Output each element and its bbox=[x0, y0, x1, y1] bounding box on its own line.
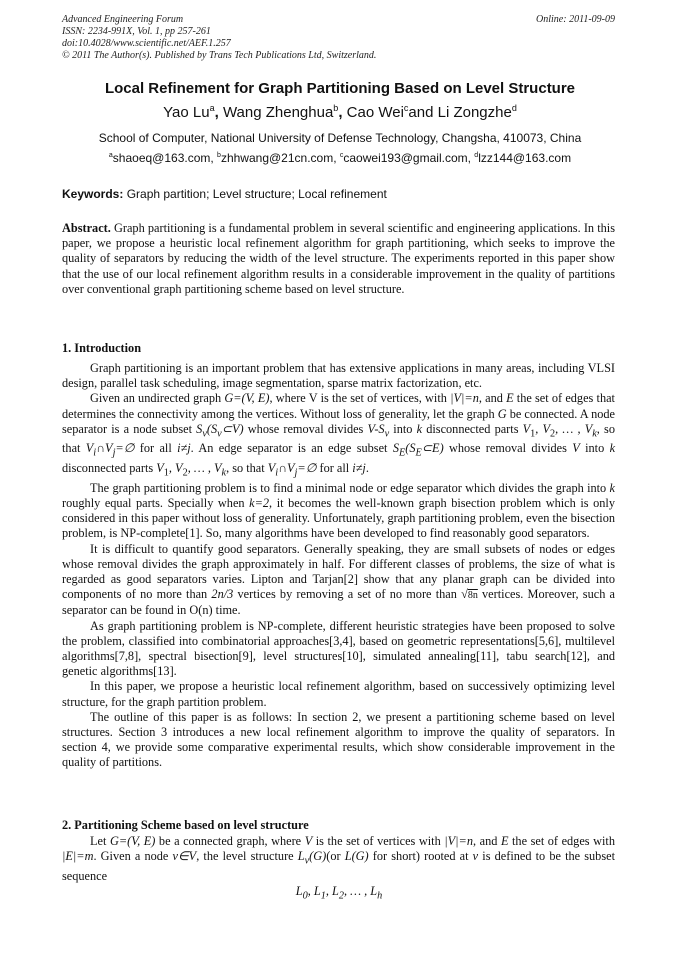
doi: doi:10.4028/www.scientific.net/AEF.1.257 bbox=[62, 38, 231, 49]
issn: ISSN: 2234-991X, Vol. 1, pp 257-261 bbox=[62, 26, 211, 37]
affil-marker: d bbox=[511, 103, 517, 113]
author-name: Wang Zhenghua bbox=[222, 104, 334, 121]
affiliation: School of Computer, National University of Defense Technology, Changsha, 410073, China bbox=[98, 131, 582, 145]
paragraph: The graph partitioning problem is to find a minimal node or edge separator which divides the graph into k roughly equal parts. Specially when k=2, it becomes the well-known graph bisection problem which is only considered in this paper without loss of generality. Unfortunately, graph partitioning problem, even the bisection problem, is NP-complete[1]. So, many algorithms have been developed to find reasonably good separators. bbox=[62, 480, 615, 541]
author-list: Yao Lu$^a$, Wang Zhenghua$^b$, Cao Wei$^c$and Li Zongzhe$^d$ bbox=[163, 103, 517, 121]
page-header bbox=[62, 14, 615, 62]
section2-body bbox=[62, 834, 615, 884]
affil-marker: b bbox=[217, 152, 221, 159]
affil-marker: b bbox=[333, 103, 339, 113]
level-structure-formula: $L_0$, $L_1$, $L_2$, … , $L_h$ bbox=[295, 884, 383, 902]
author-name: Cao Wei bbox=[346, 104, 404, 121]
paragraph: Graph partitioning is an important problem that has extensive applications in many areas, including VLSI design, parallel task scheduling, image segmentation, sparse matrix factorization, etc. bbox=[62, 361, 615, 391]
abstract-label: Abstract. bbox=[62, 221, 111, 235]
paragraph: It is difficult to quantify good separators. Generally speaking, they are small subsets of nodes or edges whose removal divides the graph approximately in half. For different classes of problems, the size of what is regarded as good separators varies. Lipton and Tarjan[2] show that any planar graph can be divided into components of no more than 2n/3 vertices by removing a set of no more than √8n vertices. Moreover, such a separator can be found in O(n) time. bbox=[62, 541, 616, 618]
keywords-text: Graph partition; Level structure; Local refinement bbox=[123, 187, 387, 201]
author-name: Yao Lu bbox=[163, 104, 210, 121]
section-heading-introduction: 1. Introduction bbox=[62, 341, 142, 355]
paper-title: Local Refinement for Graph Partitioning Based on Level Structure bbox=[104, 80, 576, 97]
affil-marker: d bbox=[474, 152, 479, 159]
journal-name: Advanced Engineering Forum bbox=[62, 14, 184, 25]
paragraph: In this paper, we propose a heuristic local refinement algorithm, based on successively optimizing level structure, for the graph partition problem. bbox=[62, 679, 615, 709]
email-list bbox=[40, 151, 640, 165]
abstract-text: Graph partitioning is a fundamental problem in several scientific and engineering applications. In this paper, we propose a heuristic local refinement algorithm for graph partitioning, which seeks to improve the quality of separators by reducing the width of the level structure. The experiments reported in this paper show that the use of our local refinement algorithm results in a considerable improvement in the quality of partitions over conventional graph partitioning scheme based on level structure. bbox=[62, 221, 615, 296]
online-date: Online: 2011-09-09 bbox=[536, 14, 615, 25]
affil-marker: a bbox=[209, 103, 215, 113]
introduction-body bbox=[62, 361, 615, 771]
email[interactable]: shaoeq@163.com, bbox=[112, 151, 218, 165]
keywords bbox=[62, 187, 617, 201]
paragraph: The outline of this paper is as follows: In section 2, we present a partitioning scheme based on level structures. Section 3 introduces a new local refinement algorithm to improve the quality of separators. In section 4, we provide some comparative experimental results, which show considerable improvement in the quality of partitions. bbox=[62, 709, 615, 770]
paragraph: Given an undirected graph G=(V, E), where V is the set of vertices, with |V|=n, and E the set of edges that determines the connectivity among the vertices. Without loss of generality, let the graph G be connected. A node separator is a node subset $S_v(S_v\subset V)$ whose removal divides $V-S_v$ into k disconnected parts $V_1$, $V_2$, … , $V_k$, so that $V_i\cap V_j=\emptyset$ for all i≠j. An edge separator is an edge subset $S_E(S_E\subset E)$ whose removal divides V into k disconnected parts $V_1$, $V_2$, … , $V_k$, so that $V_i\cap V_j=\emptyset$ for all i≠j. bbox=[62, 391, 616, 479]
copyright: © 2011 The Author(s). Published by Trans Tech Publications Ltd, Switzerland. bbox=[62, 50, 377, 61]
affil-marker: c bbox=[403, 103, 409, 113]
affil-marker: a bbox=[108, 152, 113, 159]
author-name: Li Zongzhe bbox=[437, 104, 512, 121]
keywords-label: Keywords: bbox=[62, 187, 124, 201]
email[interactable]: lzz144@163.com bbox=[478, 151, 572, 165]
paragraph: As graph partitioning problem is NP-complete, different heuristic strategies have been proposed to solve the problem, classified into combinatorial approaches[3,4], based on geometric representations[5,6], multilevel algorithms[7,8], spectral bisection[9], level structures[10], simulated annealing[11], tabu search[12], and genetic algorithms[13]. bbox=[62, 618, 615, 679]
section-heading-partitioning: 2. Partitioning Scheme based on level structure bbox=[62, 818, 309, 832]
abstract bbox=[62, 221, 615, 297]
affil-marker: c bbox=[339, 152, 344, 159]
paragraph: Let G=(V, E) be a connected graph, where V is the set of vertices with |V|=n, and E the set of edges with |E|=m. Given a node v∈V, the level structure $L_v(G)(or$ L(G) for short) rooted at v is defined to be the subset sequence bbox=[62, 834, 615, 883]
email[interactable]: zhhwang@21cn.com, bbox=[220, 151, 340, 165]
email[interactable]: caowei193@gmail.com, bbox=[343, 151, 475, 165]
